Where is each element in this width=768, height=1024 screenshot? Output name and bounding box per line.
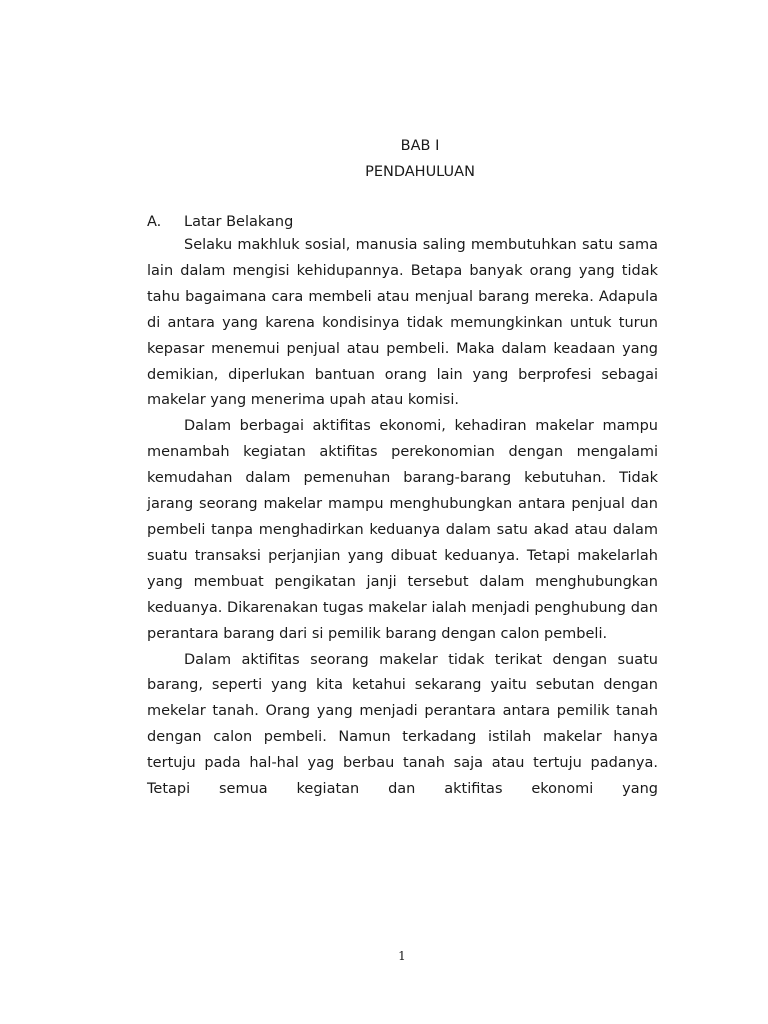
page-number: 1 <box>398 949 406 963</box>
paragraph: Dalam berbagai aktifitas ekonomi, kehadiran makelar mampu menambah kegiatan aktifitas perekonomian dengan mengalami kemudahan dalam pemenuhan barang-barang kebutuhan. Tidak jarang seorang makelar mampu menghubungkan antara penjual dan pembeli tanpa menghadirkan keduanya dalam satu akad atau dalam suatu transaksi perjanjian yang dibuat keduanya. Tetapi makelarlah yang membuat pengikatan janji tersebut dalam menghubungkan keduanya. Dikarenakan tugas makelar ialah menjadi penghubung dan perantara barang dari si pemilik barang dengan calon pembeli. <box>147 418 658 642</box>
section-title: Latar Belakang <box>184 214 294 230</box>
paragraph: Dalam aktifitas seorang makelar tidak terikat dengan suatu barang, seperti yang kita ketahui sekarang yaitu sebutan dengan mekelar tanah. Orang yang menjadi perantara antara pemilik tanah dengan calon pembeli. Namun terkadang istilah makelar hanya tertuju pada hal-hal yag berbau tanah saja atau tertuju padanya. Tetapi semua kegiatan dan aktifitas ekonomi yang <box>147 651 658 798</box>
chapter-title: PENDAHULUAN <box>365 164 475 180</box>
paragraph: Selaku makhluk sosial, manusia saling membutuhkan satu sama lain dalam mengisi kehidupannya. Betapa banyak orang yang tidak tahu bagaimana cara membeli atau menjual barang mereka. Adapula di antara yang karena kondisinya tidak memungkinkan untuk turun kepasar menemui penjual atau pembeli. Maka dalam keadaan yang demikian, diperlukan bantuan orang lain yang berprofesi sebagai makelar yang menerima upah atau komisi. <box>147 237 658 409</box>
body-text <box>147 233 658 803</box>
section-letter: A. <box>147 214 162 230</box>
chapter-number: BAB I <box>400 138 440 154</box>
section-heading <box>147 213 293 231</box>
